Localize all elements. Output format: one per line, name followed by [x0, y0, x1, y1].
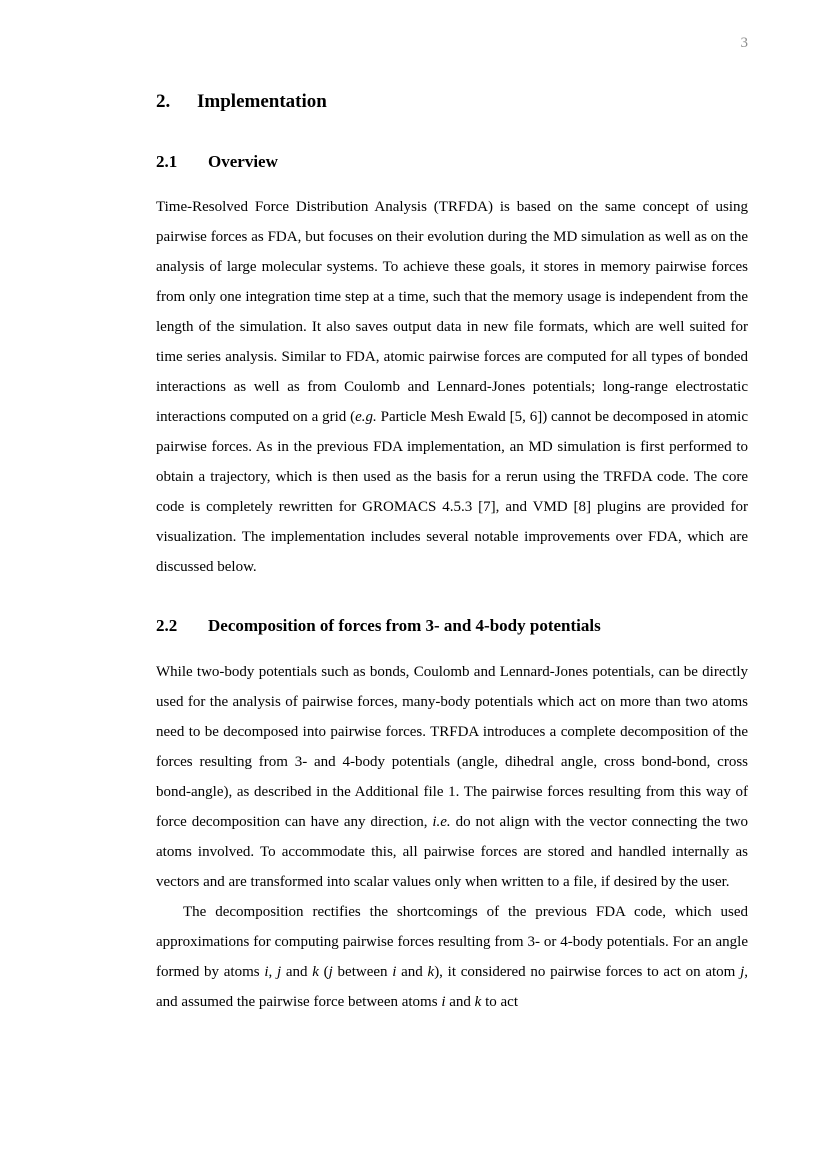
- paragraph-overview: Time-Resolved Force Distribution Analysis (TRFDA) is based on the same concept of using pairwise forces as FDA, but focuses on their evolution during the MD simulation as well as on the analysis of large molecular systems. To achieve these goals, it stores in memory pairwise forces from only one integration time step at a time, such that the memory usage is independent from the length of the simulation. It also saves output data in new file formats, which are well suited for time series analysis. Similar to FDA, atomic pairwise forces are computed for all types of bonded interactions as well as from Coulomb and Lennard-Jones potentials; long-range electrostatic interactions computed on a grid (e.g. Particle Mesh Ewald [5, 6]) cannot be decomposed in atomic pairwise forces. As in the previous FDA implementation, an MD simulation is first performed to obtain a trajectory, which is then used as the basis for a rerun using the TRFDA code. The core code is completely rewritten for GROMACS 4.5.3 [7], and VMD [8] plugins are provided for visualization. The implementation includes several notable improvements over FDA, which are discussed below.: [156, 199, 748, 575]
- page-number: 3: [740, 35, 748, 51]
- subsection-heading-decomposition: [156, 615, 748, 636]
- subsection-number: 2.2: [156, 616, 178, 635]
- paragraph-decomposition-1: While two-body potentials such as bonds, Coulomb and Lennard-Jones potentials, can be directly used for the analysis of pairwise forces, many-body potentials which act on more than two atoms need to be decomposed into pairwise forces. TRFDA introduces a complete decomposition of the forces resulting from 3- and 4-body potentials (angle, dihedral angle, cross bond-bond, cross bond-angle), as described in the Additional file 1. The pairwise forces resulting from this way of force decomposition can have any direction, i.e. do not align with the vector connecting the two atoms involved. To accommodate this, all pairwise forces are stored and handled internally as vectors and are transformed into scalar values only when written to a file, if desired by the user.: [156, 664, 749, 890]
- subsection-title: Overview: [208, 152, 278, 171]
- subsection-heading-overview: [156, 151, 748, 172]
- paragraph-decomposition-2: The decomposition rectifies the shortcomings of the previous FDA code, which used approximations for computing pairwise forces resulting from 3- or 4-body potentials. For an angle formed by atoms i, j and k (j between i and k), it considered no pairwise forces to act on atom j, and assumed the pairwise force between atoms i and k to act: [156, 904, 748, 1010]
- subsection-number: 2.1: [156, 152, 178, 171]
- section-title: Implementation: [197, 91, 327, 112]
- section-number: 2.: [156, 91, 171, 112]
- page-content: [156, 0, 748, 1017]
- section-heading-implementation: [156, 90, 748, 113]
- subsection-title: Decomposition of forces from 3- and 4-body potentials: [208, 616, 601, 635]
